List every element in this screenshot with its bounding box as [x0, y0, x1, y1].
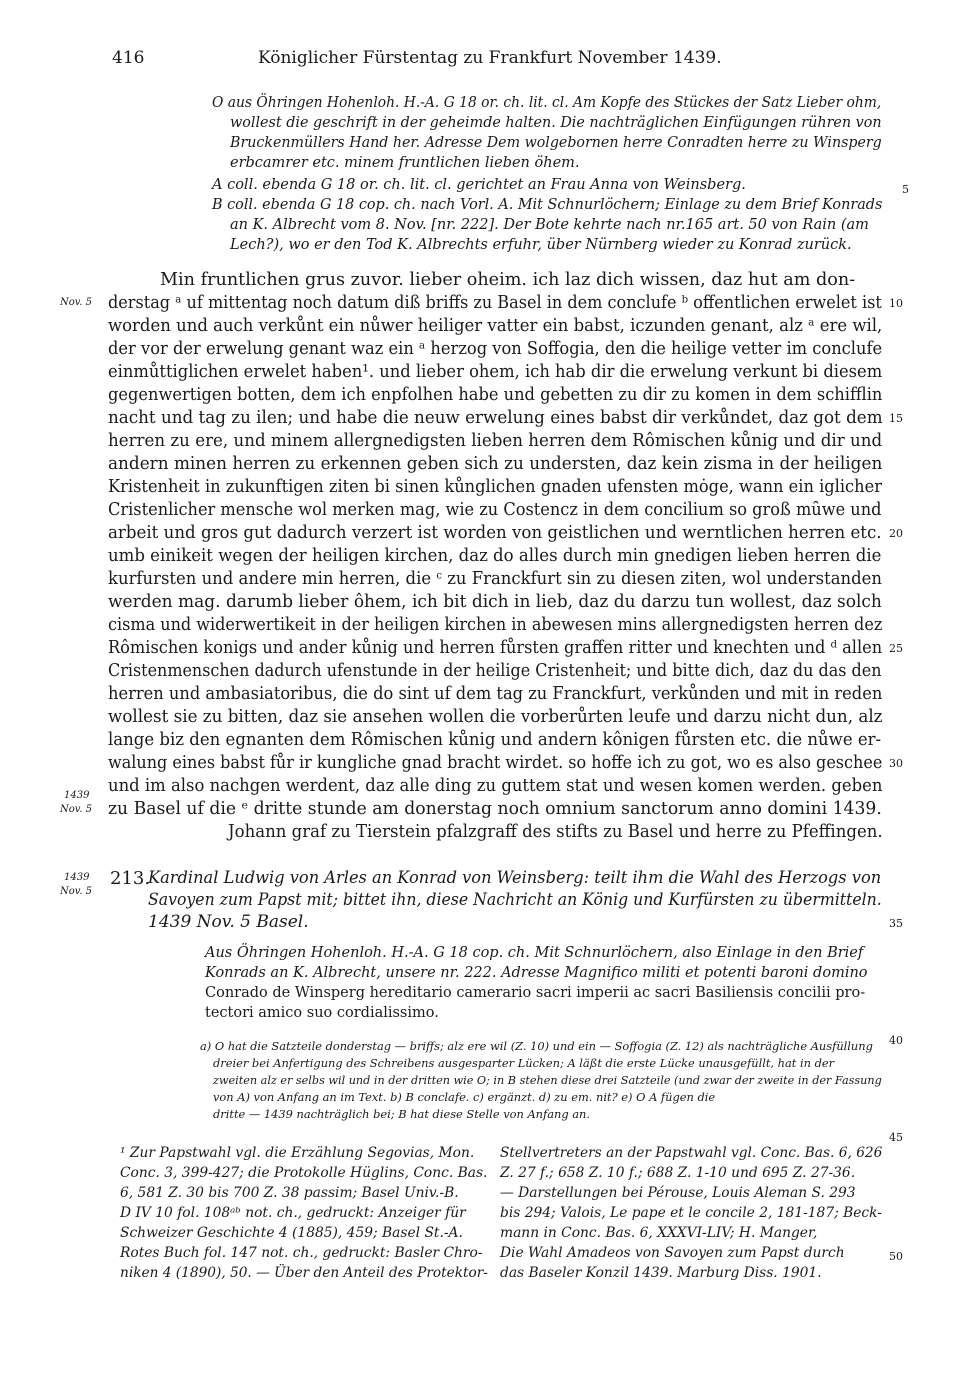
- source-note-line: erbcamrer etc. minem fruntlichen lieben öhem.: [230, 155, 580, 171]
- margin-date: Nov. 5: [60, 886, 92, 897]
- letter-line: herren zu ere, und minem allergnedigsten lieben herren dem Rômischen kůnig und dir und: [108, 431, 883, 451]
- letter-line: und im also nachgen werdent, daz alle ding zu guttem stat und wesen komen werden. geben: [108, 776, 883, 796]
- footnote-line: bis 294; Valois, Le pape et le concile 2, 181-187; Beck-: [500, 1205, 882, 1221]
- letter-line: herren und ambasiatoribus, die do sint uf dem tag zu Franckfurt, verkůnden und mit in reden: [108, 684, 883, 704]
- letter-line: Cristenlicher mensche wol merken mag, wie zu Costencz in dem concilium so groß mȗwe und: [108, 500, 882, 520]
- footnote-line: Die Wahl Amadeos von Savoyen zum Papst durch: [500, 1245, 845, 1261]
- margin-date: Nov. 5: [60, 297, 92, 308]
- letter-line: wollest sie zu bitten, daz sie ansehen wollen die vorberůrten leufe und darzu nicht dun, alz: [108, 707, 883, 727]
- letter-line: einmůttiglichen erwelet haben¹. und lieber ohem, ich hab dir die erwelung verkunt bi diesem: [108, 362, 883, 382]
- footnote-line: das Baseler Konzil 1439. Marburg Diss. 1901.: [500, 1265, 822, 1281]
- footnote-line: D IV 10 fol. 108ᵃᵇ not. ch., gedruckt: Anzeiger für: [120, 1205, 466, 1221]
- source-note-line: Bruckenmüllers Hand her. Adresse Dem wolgebornen herre Conradten herre zu Winsperg: [230, 135, 882, 151]
- letter-line: nacht und tag zu ilen; und habe die neuw erwelung eines babst dir verkůndet, daz got dem: [108, 408, 883, 428]
- footnote-line: Stellvertreters an der Papstwahl vgl. Conc. Bas. 6, 626: [500, 1145, 883, 1161]
- line-number: 35: [889, 917, 903, 930]
- letter-line: werden mag. darumb lieber ôhem, ich bit dich in lieb, daz du darzu tun wollest, daz solch: [108, 592, 882, 612]
- letter-line: Min fruntlichen grus zuvor. lieber oheim. ich laz dich wissen, daz hut am don-: [160, 270, 856, 290]
- letter-line: Rômischen konigs und ander kůnig und herren fůrsten graffen ritter und knechten und ᵈ allen: [108, 638, 883, 658]
- footnote-line: mann in Conc. Bas. 6, XXXVI-LIV; H. Manger,: [500, 1225, 818, 1241]
- letter-line: umb einikeit wegen der heiligen kirchen, daz do alles durch min gnedigen lieben herren die: [108, 546, 882, 566]
- source-note-line: O aus Öhringen Hohenloh. H.-A. G 18 or. ch. lit. cl. Am Kopfe des Stückes der Satz Lieber ohm,: [212, 95, 882, 111]
- letter-line: gegenwertigen botten, dem ich enpfolhen habe und gebetten zu dir zu komen in dem schifflin: [108, 385, 883, 405]
- document-title-line: Savoyen zum Papst mit; bittet ihn, diese Nachricht an König und Kurfürsten zu übermitteln.: [148, 890, 882, 910]
- footnote-line: 6, 581 Z. 30 bis 700 Z. 38 passim; Basel Univ.-B.: [120, 1185, 459, 1201]
- document-source-line: Konrads an K. Albrecht, unsere nr. 222. Adresse Magnifico militi et potenti baroni domino: [205, 965, 868, 981]
- running-title: Königlicher Fürstentag zu Frankfurt November 1439.: [258, 48, 722, 68]
- margin-date: 1439: [64, 872, 90, 883]
- textual-note-line: dreier bei Anfertigung des Schreibens ausgesparter Lücken; A läßt die erste Lücke unausgefüllt, hat in der: [213, 1056, 835, 1070]
- footnote-line: Rotes Buch fol. 147 not. ch., gedruckt: Basler Chro-: [120, 1245, 483, 1261]
- letter-line: cisma und widerwertikeit in der heiligen kirchen in abewesen mins allergnedigsten herren dez: [108, 615, 883, 635]
- footnote-line: Schweizer Geschichte 4 (1885), 459; Basel St.-A.: [120, 1225, 463, 1241]
- letter-line: derstag ᵃ uf mittentag noch datum diß briffs zu Basel in dem conclufe ᵇ offentlichen erwelet ist: [108, 293, 882, 313]
- document-source-line: Aus Öhringen Hohenloh. H.-A. G 18 cop. ch. Mit Schnurlöchern, also Einlage in den Brief: [205, 945, 864, 961]
- document-source-line: tectori amico suo cordialissimo.: [205, 1005, 439, 1021]
- footnote-line: Conc. 3, 399-427; die Protokolle Hüglins, Conc. Bas.: [120, 1165, 488, 1181]
- letter-line: andern minen herren zu erkennen geben sich zu understen, daz kein zisma in der heiligen: [108, 454, 883, 474]
- textual-note-line: dritte — 1439 nachträglich bei; B hat diese Stelle von Anfang an.: [213, 1107, 591, 1121]
- letter-line: lange biz den egnanten dem Rômischen kůnig und andern kônigen fůrsten etc. die nůwe er-: [108, 730, 882, 750]
- letter-line: der vor der erwelung genant waz ein ᵃ herzog von Soffogia, den die heilige vetter im conclufe: [108, 339, 883, 359]
- source-note-line: B coll. ebenda G 18 cop. ch. nach Vorl. A. Mit Schnurlöchern; Einlage zu dem Brief Konrads: [212, 197, 883, 213]
- line-number: 50: [889, 1250, 903, 1263]
- letter-line: worden und auch verkůnt ein nůwer heiliger vatter ein babst, iczunden genant, alz ᵃ ere wil,: [108, 316, 883, 336]
- margin-date: 1439: [64, 790, 90, 801]
- textual-note-line: a) O hat die Satzteile donderstag — briffs; alz ere wil (Z. 10) und ein — Soffogia (Z. 12) als nachträgliche Ausfüllung: [200, 1039, 873, 1053]
- line-number: 5: [902, 183, 909, 196]
- letter-line: Cristenmenschen dadurch ufenstunde in der heilige Cristenheit; und bitte dich, daz du das den: [108, 661, 882, 681]
- source-note-line: an K. Albrecht vom 8. Nov. [nr. 222]. Der Bote kehrte nach nr.165 art. 50 von Rain (am: [230, 217, 869, 233]
- source-note-line: Lech?), wo er den Tod K. Albrechts erfuhr, über Nürnberg wieder zu Konrad zurück.: [230, 237, 852, 253]
- letter-line: arbeit und gros gut dadurch verzert ist worden von geistlichen und werntlichen herren etc.: [108, 523, 882, 543]
- letter-line: zu Basel uf die ᵉ dritte stunde am donerstag noch omnium sanctorum anno domini 1439.: [108, 799, 882, 819]
- margin-date: Nov. 5: [60, 804, 92, 815]
- document-number: 213.: [110, 868, 151, 889]
- textual-note-line: von A) von Anfang an im Text. b) B conclafe. c) ergänzt. d) zu em. nit? e) O A fügen die: [213, 1090, 716, 1104]
- source-note-line: wollest die geschrift in der geheimde halten. Die nachträglichen Einfügungen rühren von: [230, 115, 882, 131]
- textual-note-line: zweiten alz er selbs wil und in der dritten wie O; in B stehen diese drei Satzteile (und zwar der zweite in der Fassung: [213, 1073, 882, 1087]
- line-number: 45: [889, 1131, 903, 1144]
- page-number: 416: [112, 48, 145, 68]
- letter-line: walung eines babst fůr ir kungliche gnad bracht wirdet. so hoffe ich zu got, wo es also geschee: [108, 753, 883, 773]
- letter-line: Kristenheit in zukunftigen ziten bi sinen kůnglichen gnaden ufensten mȯge, wann ein iglicher: [108, 477, 882, 497]
- letter-line: kurfursten und andere min herren, die ᶜ zu Franckfurt sin zu diesen ziten, wol understanden: [108, 569, 882, 589]
- footnote-line: — Darstellungen bei Pérouse, Louis Aleman S. 293: [500, 1185, 856, 1201]
- document-source-line: Conrado de Winsperg hereditario camerario sacri imperii ac sacri Basiliensis concilii pro-: [205, 985, 866, 1001]
- letter-signature: Johann graf zu Tierstein pfalzgraff des stifts zu Basel und herre zu Pfeffingen.: [228, 822, 883, 842]
- line-number: 15: [889, 412, 903, 425]
- line-number: 25: [889, 642, 903, 655]
- line-number: 30: [889, 757, 903, 770]
- footnote-line: niken 4 (1890), 50. — Über den Anteil des Protektor-: [120, 1265, 488, 1281]
- document-title-line: Kardinal Ludwig von Arles an Konrad von Weinsberg: teilt ihm die Wahl des Herzogs von: [148, 868, 882, 888]
- line-number: 40: [889, 1034, 903, 1047]
- document-title-line: 1439 Nov. 5 Basel.: [148, 912, 309, 932]
- line-number: 10: [889, 297, 903, 310]
- source-note-line: A coll. ebenda G 18 or. ch. lit. cl. gerichtet an Frau Anna von Weinsberg.: [212, 177, 746, 193]
- footnote-line: Z. 27 f.; 658 Z. 10 f.; 688 Z. 1-10 und 695 Z. 27-36.: [500, 1165, 856, 1181]
- line-number: 20: [889, 527, 903, 540]
- footnote-line: ¹ Zur Papstwahl vgl. die Erzählung Segovias, Mon.: [120, 1145, 475, 1161]
